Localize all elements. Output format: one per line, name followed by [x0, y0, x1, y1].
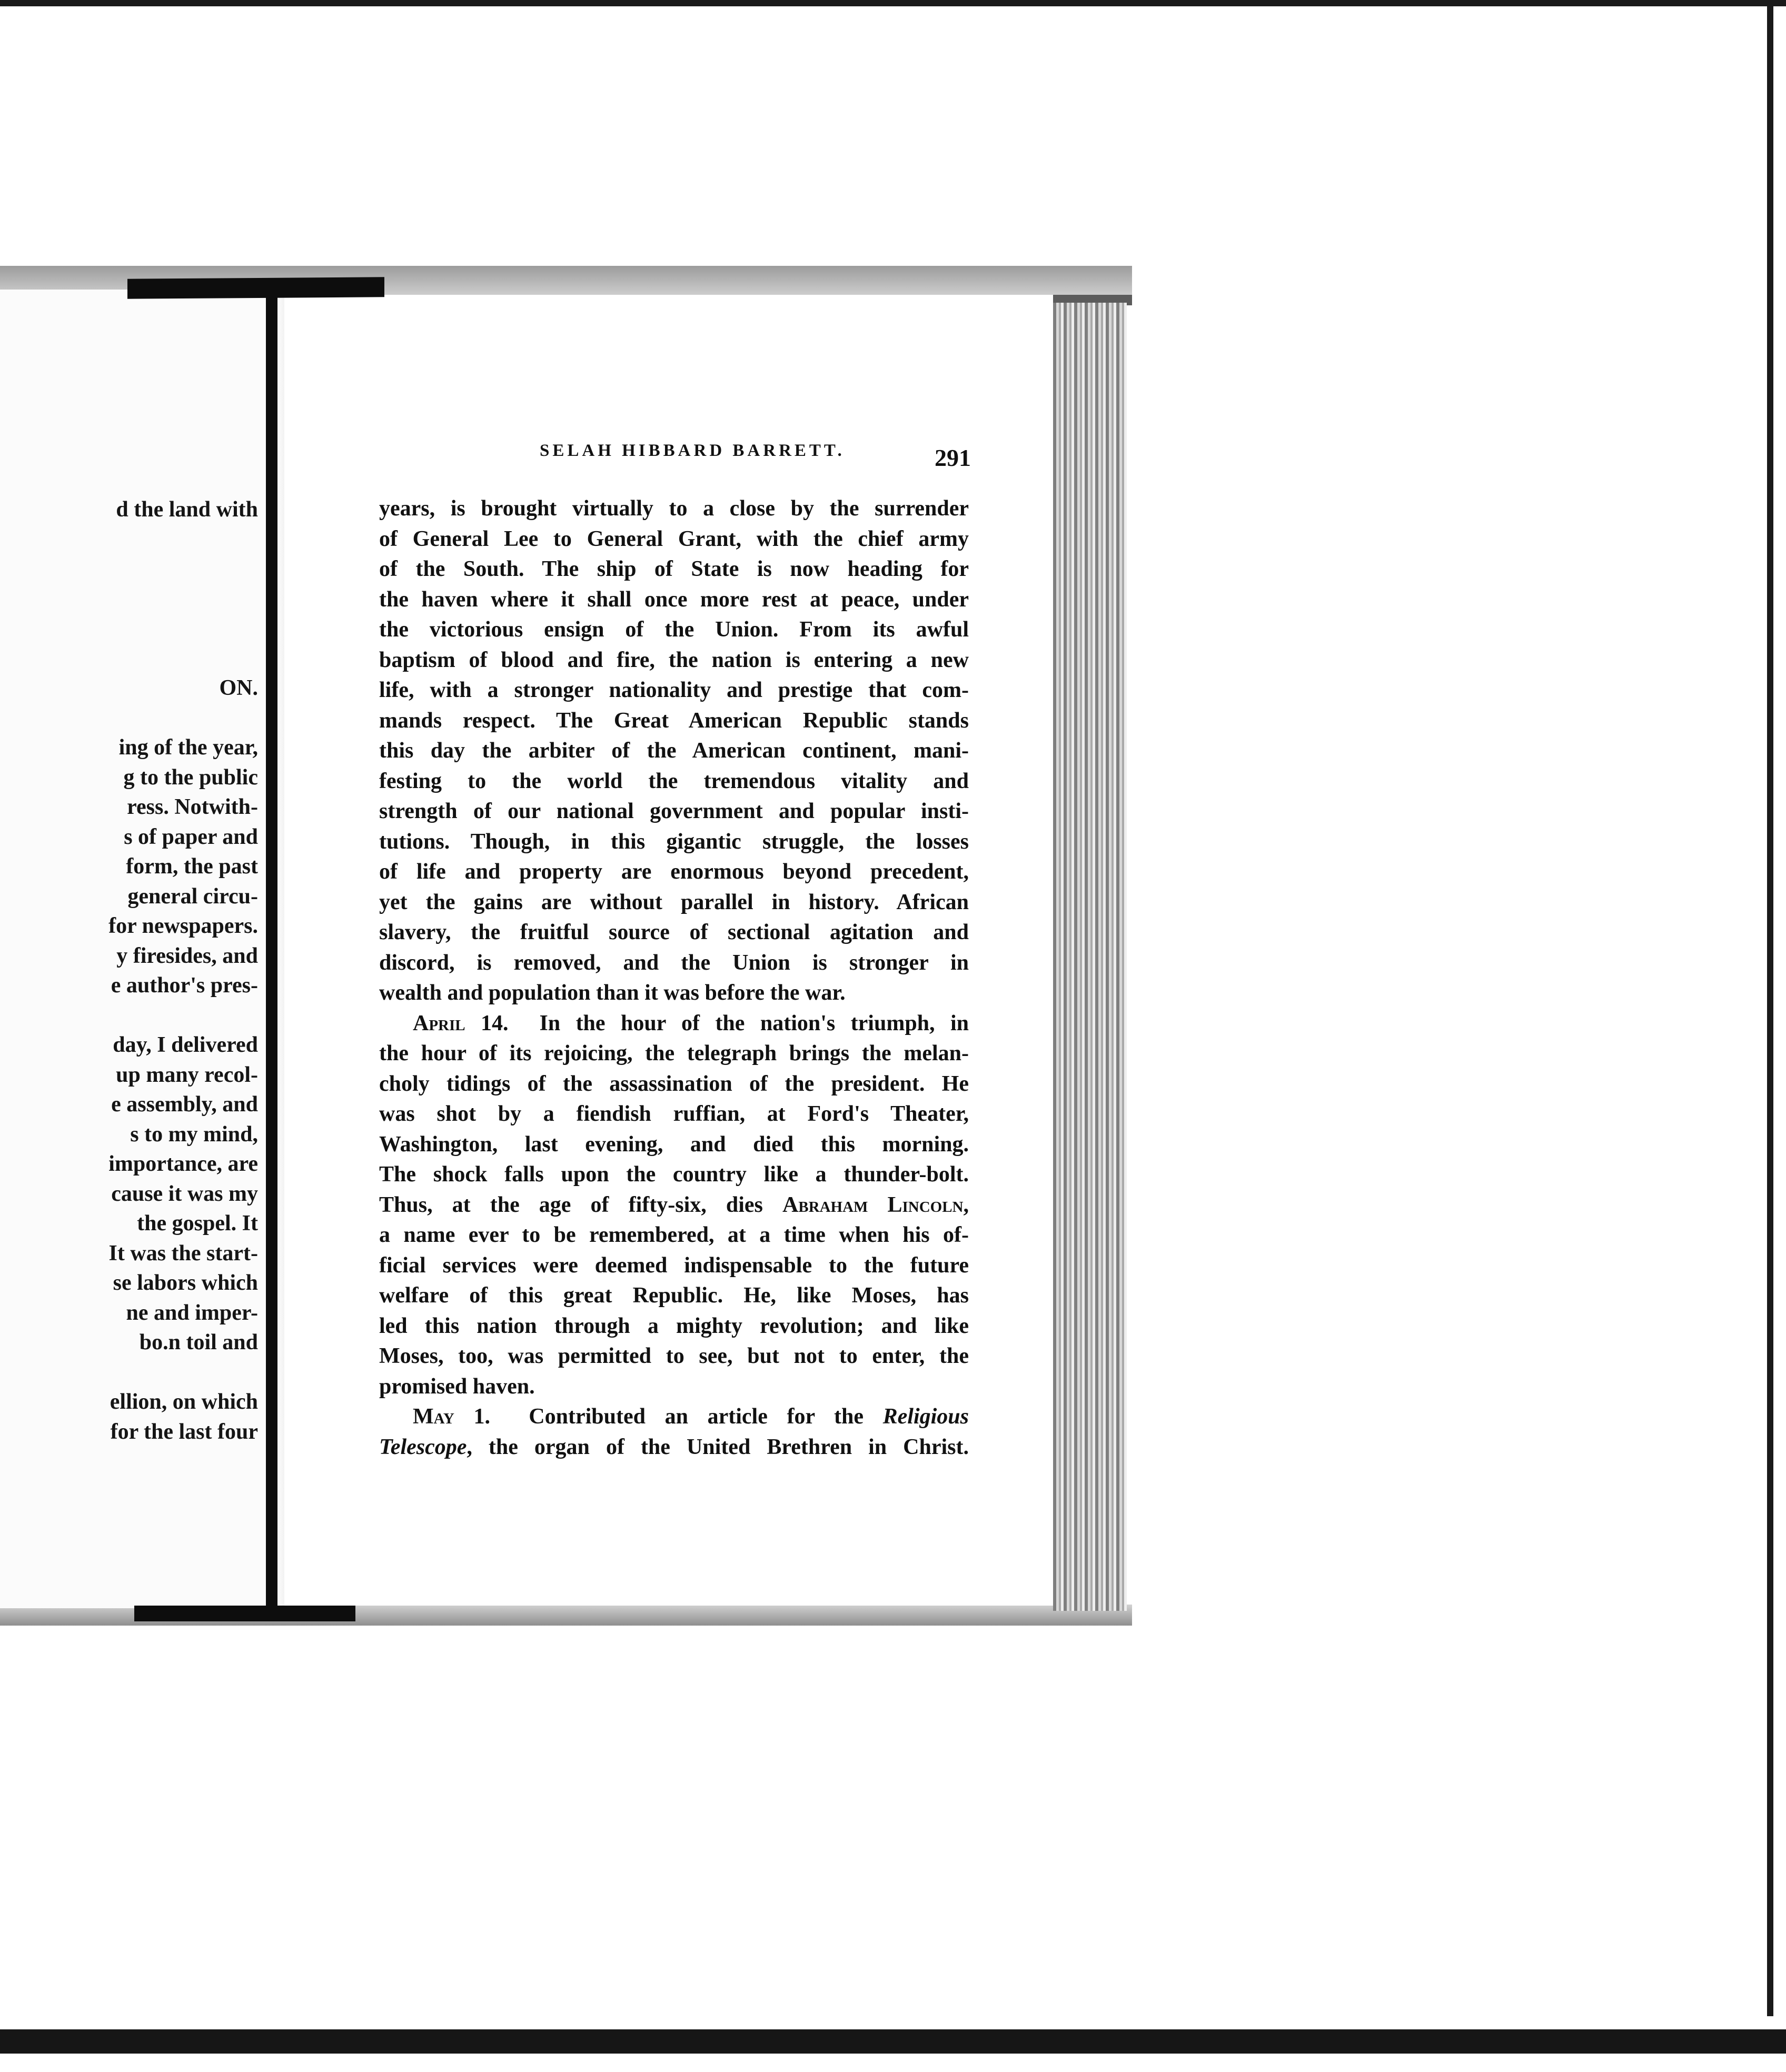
paragraph-surrender — [379, 494, 969, 1009]
text-line: April 14. In the hour of the nation's triumph, in — [413, 1011, 969, 1035]
text-line: the haven where it shall once more rest at peace, under — [379, 587, 969, 612]
left-page-line: e assembly, and — [111, 1092, 258, 1117]
text-line: years, is brought virtually to a close by the surrender — [379, 496, 969, 521]
paragraph-lines — [379, 1039, 969, 1190]
left-page-line: se labors which — [113, 1271, 258, 1295]
person-name: Abraham Lincoln — [782, 1192, 964, 1217]
text-line: this day the arbiter of the American continent, mani- — [379, 739, 969, 763]
text-line: The shock falls upon the country like a thunder-bolt. — [379, 1162, 969, 1187]
left-page-line: the gospel. It — [137, 1211, 258, 1236]
text-line: of General Lee to General Grant, with the chief army — [379, 526, 969, 551]
text-line: led this nation through a mighty revolution; and like — [379, 1313, 969, 1338]
left-page-line: form, the past — [126, 854, 258, 879]
text-line: promised haven. — [379, 1374, 535, 1399]
paragraph-may-1 — [379, 1402, 969, 1462]
text-line: choly tidings of the assassination of the president. He — [379, 1071, 969, 1096]
film-bottom-border — [0, 2029, 1786, 2054]
text-line: wealth and population than it was before the war. — [379, 981, 846, 1005]
left-page-line: importance, are — [108, 1152, 258, 1176]
text-line: of life and property are enormous beyond precedent, — [379, 860, 969, 884]
left-page-line: s to my mind, — [130, 1122, 258, 1147]
text-line: was shot by a fiendish ruffian, at Ford's Theater, — [379, 1102, 969, 1126]
clamp-bottom-bar — [134, 1606, 355, 1621]
left-page-line: ON. — [219, 676, 258, 700]
left-page-line: It was the start- — [108, 1241, 258, 1266]
left-page-line: for the last four — [110, 1419, 258, 1444]
clamp-top-bar — [127, 277, 384, 298]
text-line: a name ever to be remembered, at a time when his of- — [379, 1223, 969, 1247]
text-line: yet the gains are without parallel in history. African — [379, 890, 969, 914]
left-page-line: day, I delivered — [113, 1033, 258, 1057]
text-line: strength of our national government and popular insti- — [379, 799, 969, 823]
body-text — [379, 494, 969, 1462]
text-line: life, with a stronger nationality and prestige that com- — [379, 678, 969, 702]
text-line: tutions. Though, in this gigantic struggle, the losses — [379, 829, 969, 854]
left-page-line: ing of the year, — [118, 735, 258, 760]
entry-date: April 14. — [413, 1011, 509, 1035]
left-page-line: cause it was my — [111, 1181, 258, 1206]
clamp-vertical-bar — [266, 295, 277, 1608]
text-line: discord, is removed, and the Union is stronger in — [379, 950, 969, 975]
text-line: slavery, the fruitful source of sectional agitation and — [379, 920, 969, 944]
text-line: Telescope, the organ of the United Brethren in Christ. — [379, 1435, 969, 1459]
left-page — [0, 290, 269, 1608]
left-page-line: for newspapers. — [108, 914, 258, 938]
text-line: Washington, last evening, and died this morning. — [379, 1132, 969, 1157]
text-line: mands respect. The Great American Republic stands — [379, 708, 969, 733]
text-line: festing to the world the tremendous vitality and — [379, 769, 969, 793]
paragraph-april-14 — [379, 1009, 969, 1402]
text-line: the hour of its rejoicing, the telegraph brings the melan- — [379, 1041, 969, 1065]
running-head: SELAH HIBBARD BARRETT. — [540, 441, 845, 460]
text-line: ficial services were deemed indispensable to the future — [379, 1253, 969, 1278]
text-line: of the South. The ship of State is now heading for — [379, 557, 969, 581]
text-line: Moses, too, was permitted to see, but not to enter, the — [379, 1344, 969, 1368]
text-line: welfare of this great Republic. He, like Moses, has — [379, 1283, 969, 1308]
film-top-border — [0, 0, 1786, 6]
entry-date: May 1. — [413, 1404, 491, 1429]
left-page-line: y firesides, and — [116, 943, 258, 968]
left-page-line: g to the public — [123, 765, 258, 790]
page-number: 291 — [935, 444, 971, 471]
left-page-line: bo.n toil and — [139, 1330, 258, 1354]
left-page-line: ne and imper- — [126, 1300, 258, 1325]
left-page-line: d the land with — [116, 497, 258, 522]
text-line: Thus, at the age of fifty-six, dies Abraham Lincoln, — [379, 1192, 969, 1217]
text-line: May 1. Contributed an article for the Religious — [413, 1404, 969, 1429]
page-edges — [1053, 303, 1127, 1611]
film-bottom-margin — [0, 2054, 1786, 2072]
text-line: the victorious ensign of the Union. From its awful — [379, 617, 969, 642]
publication-title: Telescope — [379, 1435, 467, 1459]
left-page-line: e author's pres- — [111, 973, 258, 998]
left-page-line: ress. Notwith- — [127, 795, 258, 819]
left-page-line: ellion, on which — [110, 1390, 258, 1414]
publication-title: Religious — [882, 1404, 969, 1429]
left-page-line: up many recol- — [116, 1062, 258, 1087]
paragraph-lines — [379, 1220, 969, 1402]
text-line: baptism of blood and fire, the nation is entering a new — [379, 647, 969, 672]
left-page-line: general circu- — [127, 884, 258, 909]
film-right-border — [1767, 0, 1773, 2016]
left-page-line: s of paper and — [124, 824, 258, 849]
